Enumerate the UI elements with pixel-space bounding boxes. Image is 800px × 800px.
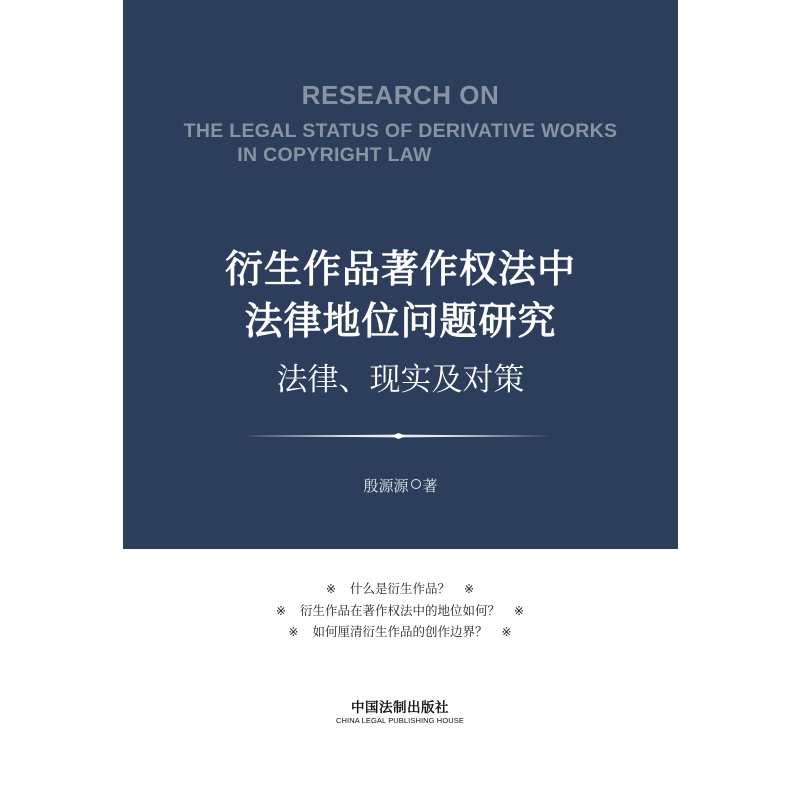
reference-mark-icon: ※ [501,625,512,639]
list-item [0,600,800,622]
question-text: 衍生作品在著作权法中的地位如何？ [299,602,500,618]
english-title-line-2: THE LEGAL STATUS OF DERIVATIVE WORKS [183,120,618,142]
english-title-line-3: IN COPYRIGHT LAW [237,144,432,166]
question-text: 什么是衍生作品？ [349,581,450,596]
question-text: 如何厘清衍生作品的创作边界？ [312,624,488,639]
reference-mark-icon: ※ [325,582,336,596]
reference-mark-icon: ※ [288,625,299,639]
reference-mark-icon: ※ [464,582,475,596]
publisher-name-zh: 中国法制出版社 [351,700,449,716]
chinese-title-line-1: 衍生作品著作权法中 [224,246,576,291]
question-list [0,578,800,643]
subtitle: 法律、现实及对策 [276,362,525,398]
separator-dot-icon [411,479,421,489]
cover-panel [123,0,678,549]
author-name: 殷源源 [363,477,409,495]
author-role: 著 [422,477,438,495]
english-title-line-1: RESEARCH ON [301,80,500,110]
ornamental-divider [246,433,551,439]
chinese-title-line-2: 法律地位问题研究 [244,298,557,343]
author-line [123,475,678,496]
reference-mark-icon: ※ [275,603,286,618]
list-item [0,578,800,600]
publisher-name-en: CHINA LEGAL PUBLISHING HOUSE [336,716,464,725]
list-item [0,621,800,643]
publisher-logo [0,700,800,726]
reference-mark-icon: ※ [514,603,525,618]
